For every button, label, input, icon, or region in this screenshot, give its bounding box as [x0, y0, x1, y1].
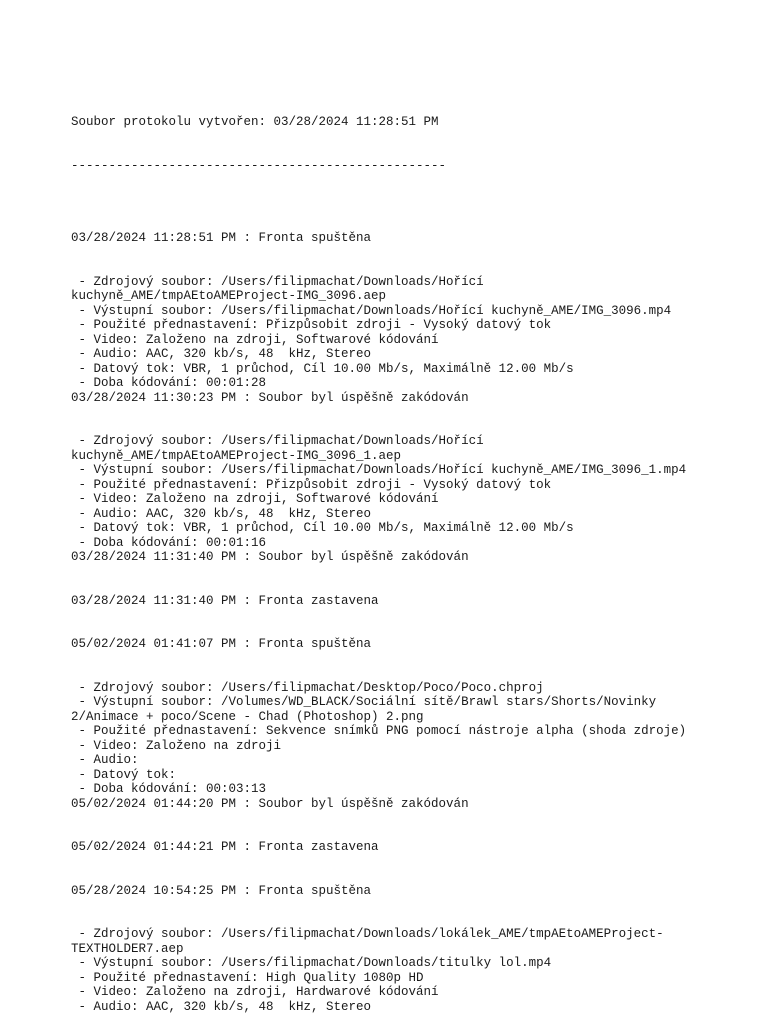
- blank-gap: [71, 811, 751, 840]
- encode-job: [71, 927, 751, 1014]
- job-line: - Video: Založeno na zdroji, Hardwarové kódování: [71, 985, 439, 999]
- job-line: - Zdrojový soubor: /Users/filipmachat/Downloads/lokálek_AME/tmpAEtoAMEProject-: [71, 927, 664, 941]
- blank-gap: [71, 202, 751, 231]
- job-line: 05/02/2024 01:44:20 PM : Soubor byl úspěšně zakódován: [71, 796, 469, 811]
- job-line: 2/Animace + poco/Scene - Chad (Photoshop) 2.png: [71, 709, 424, 724]
- event-line: 03/28/2024 11:28:51 PM : Fronta spuštěna: [71, 231, 372, 245]
- job-line: - Audio: AAC, 320 kb/s, 48 kHz, Stereo: [71, 347, 372, 361]
- job-line: - Doba kódování: 00:01:16: [71, 535, 267, 550]
- log-created-line: Soubor protokolu vytvořen: 03/28/2024 11:28:51 PM: [71, 115, 439, 129]
- queue-event: [71, 637, 751, 652]
- job-line: - Audio:: [71, 753, 147, 767]
- job-line: - Doba kódování: 00:01:28: [71, 376, 267, 390]
- job-line: - Video: Založeno na zdroji, Softwarové kódování: [71, 332, 439, 347]
- job-line: - Datový tok: VBR, 1 průchod, Cíl 10.00 Mb/s, Maximálně 12.00 Mb/s: [71, 361, 574, 376]
- job-line: TEXTHOLDER7.aep: [71, 941, 184, 956]
- blank-gap: [71, 608, 751, 637]
- separator-line: --------------------------------------------------: [71, 158, 447, 173]
- job-line: kuchyně_AME/tmpAEtoAMEProject-IMG_3096.aep: [71, 289, 387, 303]
- blank-gap: [71, 246, 751, 275]
- blank-gap: [71, 405, 751, 434]
- blank-gap: [71, 565, 751, 594]
- event-line: 05/28/2024 10:54:25 PM : Fronta spuštěna: [71, 883, 372, 898]
- blank-gap: [71, 898, 751, 927]
- queue-event: [71, 884, 751, 899]
- job-line: - Datový tok: VBR, 1 průchod, Cíl 10.00 Mb/s, Maximálně 12.00 Mb/s: [71, 521, 574, 535]
- job-line: - Použité přednastavení: Sekvence snímků PNG pomocí nástroje alpha (shoda zdroje): [71, 724, 687, 738]
- encode-job: [71, 434, 751, 565]
- job-line: - Výstupní soubor: /Users/filipmachat/Downloads/titulky lol.mp4: [71, 956, 552, 970]
- job-line: - Výstupní soubor: /Users/filipmachat/Downloads/Hořící kuchyně_AME/IMG_3096.mp4: [71, 303, 672, 318]
- log-entries: [71, 202, 751, 1014]
- job-line: - Video: Založeno na zdroji, Softwarové kódování: [71, 492, 439, 506]
- job-line: - Použité přednastavení: High Quality 1080p HD: [71, 970, 424, 985]
- job-line: - Použité přednastavení: Přizpůsobit zdroji - Vysoký datový tok: [71, 318, 552, 332]
- blank-gap: [71, 855, 751, 884]
- queue-event: [71, 594, 751, 609]
- encode-job: [71, 681, 751, 812]
- job-line: - Zdrojový soubor: /Users/filipmachat/Downloads/Hořící: [71, 434, 484, 448]
- event-line: 03/28/2024 11:31:40 PM : Fronta zastavena: [71, 593, 379, 608]
- job-line: - Video: Založeno na zdroji: [71, 738, 282, 753]
- event-line: 05/02/2024 01:41:07 PM : Fronta spuštěna: [71, 637, 372, 651]
- event-line: 05/02/2024 01:44:21 PM : Fronta zastavena: [71, 840, 379, 854]
- log-document: [71, 86, 751, 1029]
- job-line: - Doba kódování: 00:03:13: [71, 782, 267, 796]
- encode-job: [71, 275, 751, 406]
- job-line: - Výstupní soubor: /Users/filipmachat/Downloads/Hořící kuchyně_AME/IMG_3096_1.mp4: [71, 463, 687, 477]
- job-line: - Zdrojový soubor: /Users/filipmachat/Desktop/Poco/Poco.chproj: [71, 680, 544, 695]
- blank-gap: [71, 652, 751, 681]
- job-line: - Zdrojový soubor: /Users/filipmachat/Downloads/Hořící: [71, 274, 484, 289]
- job-line: kuchyně_AME/tmpAEtoAMEProject-IMG_3096_1.aep: [71, 448, 402, 463]
- job-line: - Datový tok:: [71, 767, 184, 782]
- queue-event: [71, 231, 751, 246]
- job-line: - Audio: AAC, 320 kb/s, 48 kHz, Stereo: [71, 506, 372, 521]
- queue-event: [71, 840, 751, 855]
- job-line: 03/28/2024 11:30:23 PM : Soubor byl úspěšně zakódován: [71, 390, 469, 405]
- job-line: - Výstupní soubor: /Volumes/WD_BLACK/Sociální sítě/Brawl stars/Shorts/Novinky: [71, 695, 657, 709]
- job-line: - Použité přednastavení: Přizpůsobit zdroji - Vysoký datový tok: [71, 477, 552, 492]
- job-line: - Audio: AAC, 320 kb/s, 48 kHz, Stereo: [71, 999, 372, 1014]
- job-line: 03/28/2024 11:31:40 PM : Soubor byl úspěšně zakódován: [71, 550, 469, 564]
